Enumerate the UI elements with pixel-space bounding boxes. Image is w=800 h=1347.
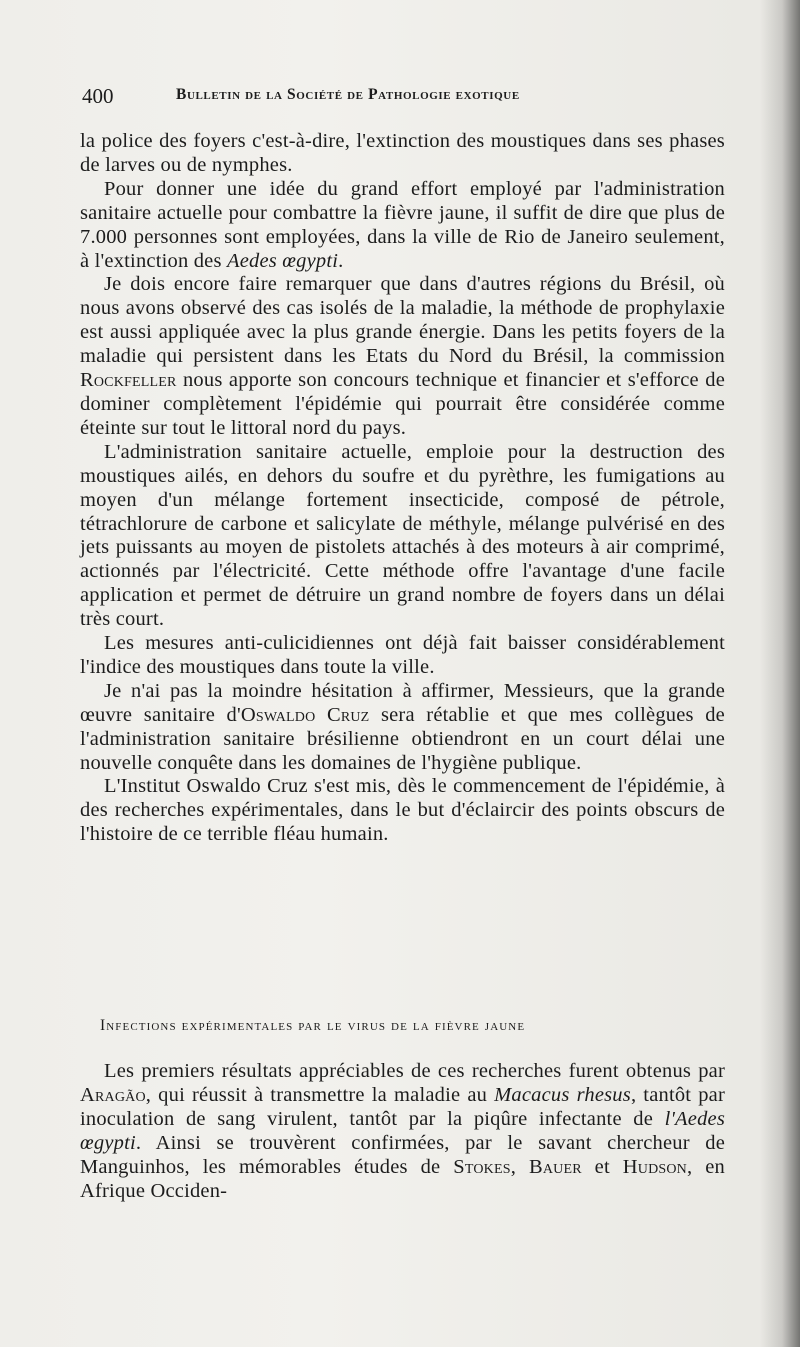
paragraph: [80, 130, 725, 178]
italic-text: l': [664, 1107, 676, 1130]
body-text: [80, 130, 725, 847]
text-run: .: [338, 249, 344, 272]
italic-text: Aedes œgypti: [80, 1107, 725, 1154]
text-run: et: [581, 1155, 623, 1178]
text-run: , en Afrique Occiden-: [80, 1155, 725, 1202]
text-run: L'Institut Oswaldo Cruz s'est mis, dès le commencement de l'épidémie, à des recherches expérimentales, dans le but d'éclaircir des points obscurs de l'histoire de ce terrible fléau humain.: [80, 775, 725, 846]
text-run: Les premiers résultats appréciables de ces recherches furent obtenus par: [104, 1060, 725, 1082]
text-run: Je dois encore faire remarquer que dans d'autres régions du Brésil, où nous avons observé des cas isolés de la maladie, la méthode de prophylaxie est aussi appliquée avec la plus grande énergie. Dans les petits foyers de la maladie qui persistent dans les Etats du Nord du Brésil, la commission: [80, 273, 725, 368]
author-name: Hudson: [622, 1155, 687, 1178]
page-header: [80, 84, 720, 110]
paragraph: [80, 680, 725, 776]
text-run: ,: [510, 1155, 529, 1178]
paragraph: [80, 178, 725, 274]
text-run: Je n'ai pas la moindre hésitation à affirmer, Messieurs, que la grande œuvre sanitaire d': [80, 679, 725, 726]
paragraph: [80, 441, 725, 632]
section-heading: Infections expérimentales par le virus de la fièvre jaune: [100, 1017, 526, 1034]
italic-text: Aedes œgypti: [226, 249, 339, 272]
author-name: Stokes: [453, 1155, 511, 1178]
text-run: sera rétablie et que mes collègues de l'administration sanitaire brésilienne obtiendront en un court délai une nouvelle conquête dans les domaines de l'hygiène publique.: [80, 703, 725, 774]
author-name: Rockfeller: [80, 369, 177, 392]
paragraph: [80, 1060, 725, 1203]
paragraph: [80, 273, 725, 440]
author-name: Bauer: [528, 1155, 582, 1178]
italic-text: Macacus rhesus: [494, 1083, 631, 1106]
text-run: . Ainsi se trouvèrent confirmées, par le savant chercheur de Manguinhos, les mémorables études de: [80, 1131, 725, 1178]
text-run: , tantôt par inoculation de sang virulent, tantôt par la piqûre infectante de: [80, 1083, 726, 1130]
paragraph: [80, 775, 725, 847]
page-number: 400: [82, 84, 114, 108]
running-head: Bulletin de la Société de Pathologie exotique: [176, 86, 520, 103]
author-name: Oswaldo Cruz: [240, 703, 370, 726]
section-text: [80, 1060, 725, 1203]
text-run: nous apporte son concours technique et financier et s'efforce de dominer complètement l'épidémie qui pourrait être considérée comme éteinte sur tout le littoral nord du pays.: [80, 369, 725, 439]
text-run: la police des foyers c'est-à-dire, l'extinction des moustiques dans ses phases de larves ou de nymphes.: [80, 130, 725, 176]
page-edge-shadow: [760, 0, 800, 1347]
author-name: Aragão: [80, 1083, 146, 1106]
text-run: Pour donner une idée du grand effort employé par l'administration sanitaire actuelle pour combattre la fièvre jaune, il suffit de dire que plus de 7.000 personnes sont employées, dans la ville de Rio de Janeiro seulement, à l'extinction des: [80, 177, 725, 272]
text-run: Les mesures anti-culicidiennes ont déjà fait baisser considérablement l'indice des moustiques dans toute la ville.: [80, 632, 725, 678]
text-run: L'administration sanitaire actuelle, emploie pour la destruction des moustiques ailés, en dehors du soufre et du pyrèthre, les fumigations au moyen d'un mélange fortement insecticide, composé de pétrole, tétrachlorure de carbone et salicylate de méthyle, mélange pulvérisé en des jets puissants au moyen de pistolets attachés à des moteurs à air comprimé, actionnés par l'électricité. Cette méthode offre l'avantage d'une facile application et permet de détruire un grand nombre de foyers dans un délai très court.: [80, 440, 725, 631]
paragraph: [80, 632, 725, 680]
text-run: , qui réussit à transmettre la maladie au: [145, 1083, 495, 1106]
